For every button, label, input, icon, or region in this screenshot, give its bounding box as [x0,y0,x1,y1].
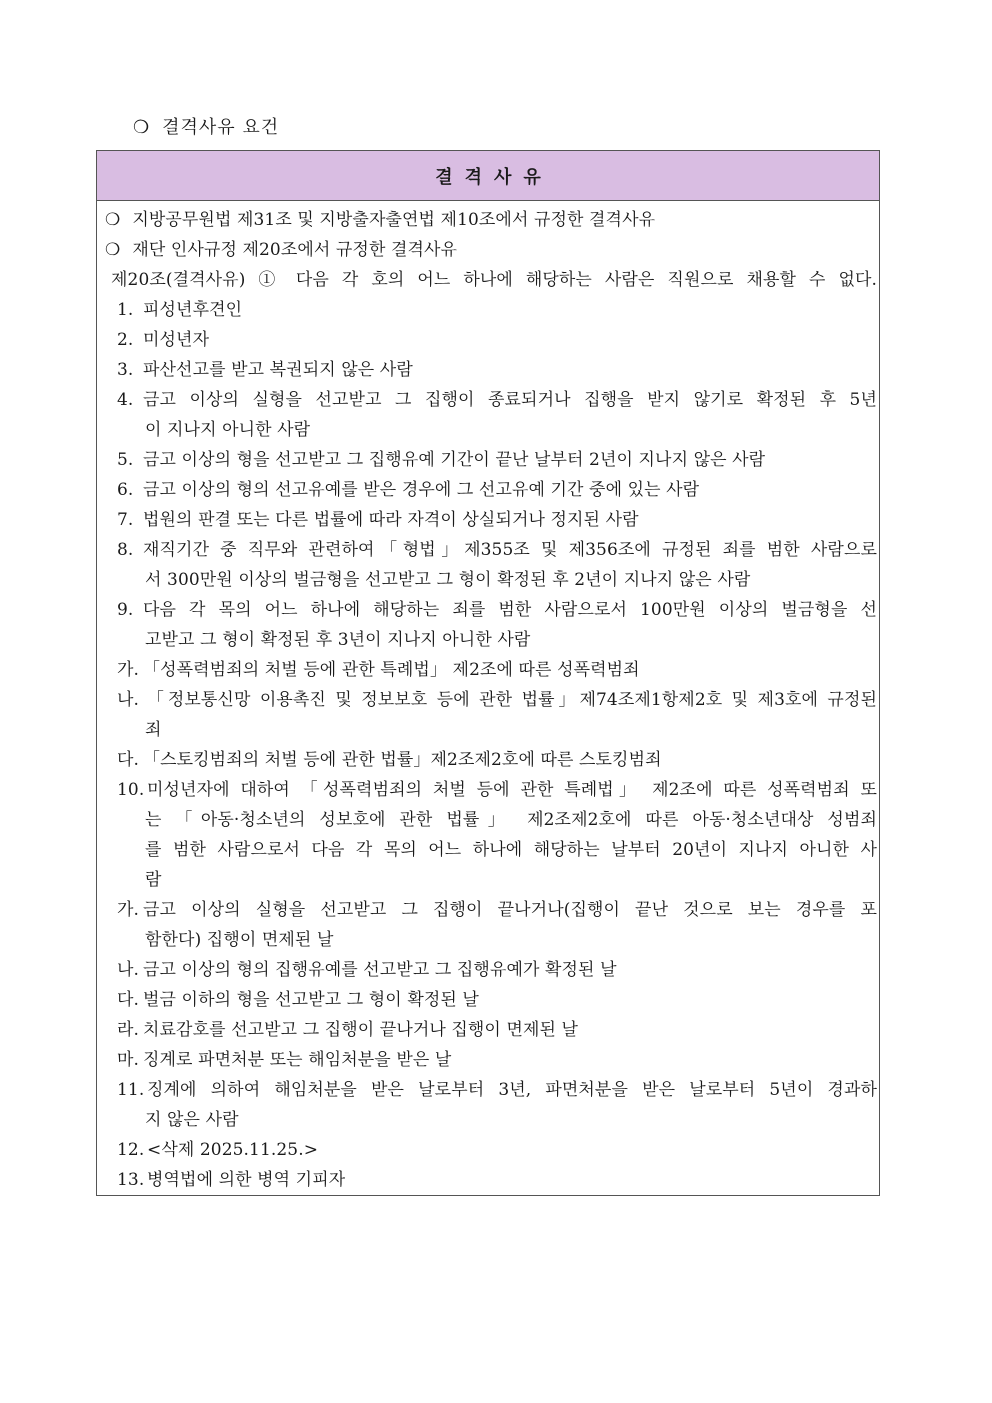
clause-text: 미성년자에 대하여 「성폭력범죄의 처벌 등에 관한 특례법」 제2조에 따른 성폭력범죄 또 [147,780,877,800]
clause-item [97,985,879,1015]
clause-number: 4. [117,390,134,410]
clause-continuation [97,925,879,955]
clause-item [97,445,879,475]
clause-text: 함한다) 집행이 면제된 날 [145,930,334,950]
clause-continuation [97,565,879,595]
clause-number: 1. [117,300,134,320]
clause-text: 「성폭력범죄의 처벌 등에 관한 특례법」 제2조에 따른 성폭력범죄 [143,660,640,680]
clause-item [97,535,879,565]
clause-text: 재단 인사규정 제20조에서 규정한 결격사유 [132,240,458,260]
clause-item [97,1075,879,1105]
clause-text: 「정보통신망 이용촉진 및 정보보호 등에 관한 법률」제74조제1항제2호 및 제3호에 규정된 [143,690,877,710]
clause-item [97,595,879,625]
clause-continuation [97,415,879,445]
clause-item [97,475,879,505]
clause-continuation [97,805,879,835]
clause-number: 9. [117,600,134,620]
clause-number: 나. [117,960,140,980]
clause-number: 8. [117,540,134,560]
clause-number: 다. [117,990,140,1010]
clause-item [97,955,879,985]
clause-text: 금고 이상의 형의 집행유예를 선고받고 그 집행유예가 확정된 날 [143,960,617,980]
clause-item [97,385,879,415]
clause-continuation [97,835,879,865]
clause-number: 라. [117,1020,140,1040]
clause-number: 11. [117,1080,145,1100]
clause-text: 제20조(결격사유) ① 다음 각 호의 어느 하나에 해당하는 사람은 직원으로 채용할 수 없다. [111,270,877,290]
clause-item [97,325,879,355]
clause-text: 병역법에 의한 병역 기피자 [147,1170,346,1190]
clause-item [97,655,879,685]
clause-text: 다음 각 목의 어느 하나에 해당하는 죄를 범한 사람으로서 100만원 이상의 벌금형을 선 [143,600,877,620]
clause-number: 나. [117,690,140,710]
clause-number: 7. [117,510,134,530]
clause-text: 파산선고를 받고 복권되지 않은 사람 [143,360,413,380]
clause-text: 피성년후견인 [143,300,243,320]
section-heading-text: 결격사유 요건 [162,117,280,138]
clause-number: 13. [117,1170,145,1190]
clause-item [97,895,879,925]
clause-text: 징계에 의하여 해임처분을 받은 날로부터 3년, 파면처분을 받은 날로부터 5년이 경과하 [147,1080,877,1100]
clause-text: 이 지나지 아니한 사람 [145,420,311,440]
clause-text: 징계로 파면처분 또는 해임처분을 받은 날 [143,1050,452,1070]
clause-number: 마. [117,1050,140,1070]
clause-text: 금고 이상의 실형을 선고받고 그 집행이 종료되거나 집행을 받지 않기로 확정된 후 5년 [143,390,877,410]
clause-number: 다. [117,750,140,770]
circle-bullet-icon: ❍ [105,210,121,230]
clause-item [97,775,879,805]
bullet-line [97,205,879,235]
clause-text: 치료감호를 선고받고 그 집행이 끝나거나 집행이 면제된 날 [143,1020,579,1040]
clause-item [97,745,879,775]
article-line [97,265,879,295]
clause-item [97,685,879,715]
clause-number: 6. [117,480,134,500]
section-heading [133,114,279,142]
clause-number: 2. [117,330,134,350]
clause-text: 죄 [145,720,162,740]
clause-number: 가. [117,660,140,680]
clause-number: 10. [117,780,145,800]
table-body [97,201,879,1195]
clause-text: 미성년자 [143,330,210,350]
clause-text: 금고 이상의 형을 선고받고 그 집행유예 기간이 끝난 날부터 2년이 지나지 않은 사람 [143,450,766,470]
clause-text: 「스토킹범죄의 처벌 등에 관한 법률」제2조제2호에 따른 스토킹범죄 [143,750,662,770]
clause-text: 고받고 그 형이 확정된 후 3년이 지나지 아니한 사람 [145,630,531,650]
clause-text: 금고 이상의 형의 선고유예를 받은 경우에 그 선고유예 기간 중에 있는 사람 [143,480,700,500]
clause-item [97,1165,879,1195]
clause-text: 지 않은 사람 [145,1110,239,1130]
clause-text: <삭제 2025.11.25.> [147,1140,319,1160]
clause-text: 법원의 판결 또는 다른 법률에 따라 자격이 상실되거나 정지된 사람 [143,510,639,530]
table-header: 결격사유 [97,151,879,201]
clause-continuation [97,865,879,895]
clause-item [97,505,879,535]
clause-text: 람 [145,870,162,890]
bullet-line [97,235,879,265]
clause-text: 는 「아동·청소년의 성보호에 관한 법률」 제2조제2호에 따른 아동·청소년대상 성범죄 [145,810,877,830]
clause-item [97,1045,879,1075]
circle-bullet-icon: ❍ [133,117,151,138]
clause-number: 3. [117,360,134,380]
clause-number: 5. [117,450,134,470]
clause-text: 서 300만원 이상의 벌금형을 선고받고 그 형이 확정된 후 2년이 지나지 않은 사람 [145,570,751,590]
clause-item [97,295,879,325]
clause-continuation [97,625,879,655]
clause-text: 벌금 이하의 형을 선고받고 그 형이 확정된 날 [143,990,479,1010]
clause-number: 12. [117,1140,145,1160]
disqualification-table [96,150,880,1196]
clause-text: 를 범한 사람으로서 다음 각 목의 어느 하나에 해당하는 날부터 20년이 지나지 아니한 사 [145,840,877,860]
clause-item [97,1135,879,1165]
circle-bullet-icon: ❍ [105,240,121,260]
clause-item [97,1015,879,1045]
clause-number: 가. [117,900,140,920]
clause-text: 지방공무원법 제31조 및 지방출자출연법 제10조에서 규정한 결격사유 [132,210,656,230]
clause-text: 금고 이상의 실형을 선고받고 그 집행이 끝나거나(집행이 끝난 것으로 보는 경우를 포 [143,900,877,920]
clause-continuation [97,715,879,745]
clause-item [97,355,879,385]
clause-text: 재직기간 중 직무와 관련하여「형법」제355조 및 제356조에 규정된 죄를 범한 사람으로 [143,540,877,560]
clause-continuation [97,1105,879,1135]
